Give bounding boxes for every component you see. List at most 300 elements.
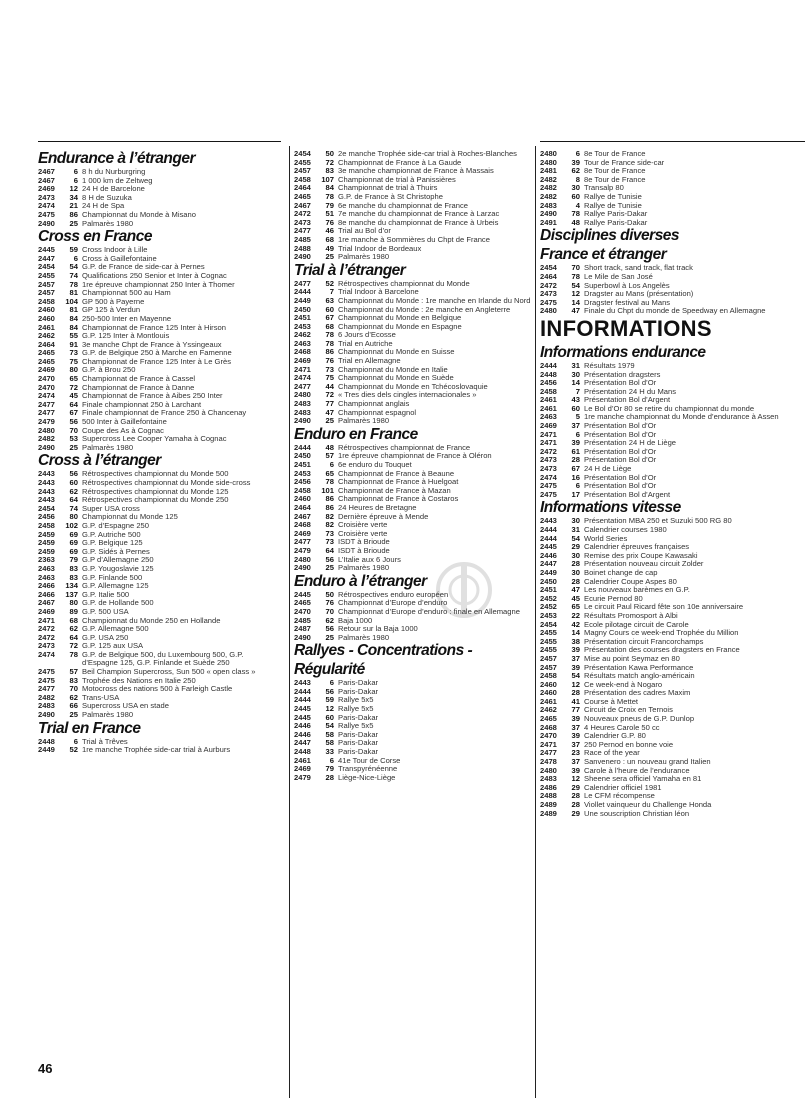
issue-number: 2444 [294,287,311,297]
index-section [294,642,532,782]
entry-title: Présentation des cadres Maxim [584,688,691,698]
page-reference: 76 [325,598,334,608]
index-entry [540,219,780,228]
page-reference: 7 [575,386,580,396]
issue-number: 2467 [294,200,311,210]
page-reference: 86 [69,209,78,219]
issue-number: 2490 [294,252,311,262]
page-reference: 60 [571,191,580,201]
entry-title: Présentation Kawa Performance [584,662,694,672]
entry-title: Championnat du Monde 250 en Hollande [82,615,221,625]
page-reference: 17 [571,489,580,499]
page-reference: 25 [325,252,334,262]
entry-title: Le circuit Paul Ricard fête son 10e anniversaire [584,602,744,612]
entry-title: G.P. Allemagne 500 [82,624,149,634]
issue-number: 2465 [294,598,311,608]
entry-title: Championnat du Monde : 1re manche en Irlande du Nord [338,295,531,305]
issue-number: 2466 [38,589,55,599]
entry-title: Calendrier courses 1980 [584,525,667,534]
entry-title: 2e manche Trophée side-car trial à Roches-Blanches [338,149,517,158]
page-reference: 70 [69,684,78,694]
entry-title: Dernière épreuve à Mende [338,511,429,521]
page-reference: 69 [69,529,78,539]
issue-number: 2475 [540,297,557,307]
issue-number: 2459 [38,529,55,539]
issue-number: 2488 [294,243,311,253]
page-reference: 44 [325,381,334,391]
entry-title: 250 Pernod en bonne voie [584,739,674,749]
issue-number: 2464 [540,271,557,281]
issue-number: 2490 [294,563,311,573]
issue-number: 2490 [540,209,557,219]
issue-number: 2463 [38,563,55,573]
entry-title: Rétrospectives championnat du Monde [338,278,470,288]
issue-number: 2450 [294,304,311,314]
issue-number: 2458 [294,485,311,495]
index-entry [38,711,281,720]
issue-number: 2458 [38,296,55,306]
page-reference: 134 [65,581,78,591]
page-reference: 25 [69,710,78,720]
entry-title: Supercross USA en stade [82,701,169,711]
entry-title: Palmarès 1980 [338,416,390,426]
issue-number: 2463 [38,572,55,582]
issue-number: 2451 [294,460,311,469]
issue-number: 2460 [38,305,55,315]
issue-number: 2444 [294,695,311,705]
issue-number: 2461 [294,755,311,765]
issue-number: 2457 [294,166,311,176]
issue-number: 2489 [540,800,557,809]
issue-number: 2448 [294,747,311,757]
issue-number: 2445 [294,712,311,722]
issue-number: 2444 [294,686,311,696]
issue-number: 2465 [38,348,55,358]
page-reference: 66 [69,701,78,711]
page-reference: 39 [571,438,580,448]
entry-title: Carole à l’heure de l’endurance [584,765,690,775]
issue-number: 2444 [540,360,557,370]
entry-title: GP 500 à Payerne [82,296,145,306]
issue-number: 2486 [540,782,557,792]
index-section [540,150,780,227]
page-reference: 80 [69,598,78,608]
page-reference: 52 [325,278,334,288]
index-section [38,720,281,755]
entry-title: 8 h du Nurburgring [82,167,146,176]
page-reference: 45 [69,391,78,401]
issue-number: 2363 [38,555,55,565]
issue-number: 2454 [38,503,55,513]
entry-title: Championnat de France 125 Inter à Hirson [82,322,226,332]
issue-number: 2458 [294,174,311,184]
entry-title: Rétrospectives championnat du Monde 250 [82,495,229,505]
page-reference: 80 [69,512,78,522]
issue-number: 2466 [38,581,55,591]
page-reference: 25 [325,563,334,573]
entry-title: Championnat de France à Danne [82,382,195,392]
page-reference: 28 [571,576,580,586]
entry-title: World Series [584,533,628,543]
issue-number: 2444 [294,442,311,452]
page-reference: 41 [571,696,580,706]
issue-number: 2471 [38,615,55,625]
entry-title: 8 H de Suzuka [82,192,132,202]
page-reference: 8 [575,174,580,184]
issue-number: 2454 [294,149,311,158]
issue-number: 2471 [540,429,557,439]
issue-number: 2453 [540,610,557,620]
page-reference: 55 [69,331,78,341]
page-reference: 54 [571,280,580,290]
entry-title: Championnat d’Europe d’enduro [338,598,448,608]
issue-number: 2475 [38,675,55,685]
page-reference: 80 [69,365,78,375]
issue-number: 2474 [540,472,557,482]
page-reference: 39 [571,662,580,672]
page-reference: 78 [325,191,334,201]
page-reference: 72 [325,157,334,167]
issue-number: 2470 [38,382,55,392]
issue-number: 2468 [540,722,557,732]
page-reference: 77 [571,705,580,715]
page-reference: 67 [325,313,334,323]
entry-title: Rallye 5x5 [338,695,374,705]
entry-title: Championnat du Monde en Espagne [338,321,462,331]
issue-number: 2445 [38,245,55,255]
page-reference: 68 [69,615,78,625]
issue-number: 2477 [294,278,311,288]
page-reference: 78 [571,209,580,219]
page-reference: 78 [325,338,334,348]
issue-number: 2477 [294,537,311,547]
issue-number: 2462 [294,330,311,340]
issue-number: 2471 [540,438,557,448]
entry-title: L’Italie aux 6 Jours [338,554,401,564]
entry-title: G.P. 125 aux USA [82,641,144,651]
entry-title: Trial Indoor à Barcelone [338,287,419,297]
entry-title: G.P. Yougoslavie 125 [82,563,154,573]
issue-number: 2446 [294,721,311,731]
index-entry [38,651,281,668]
page-reference: 76 [325,217,334,227]
issue-number: 2482 [540,183,557,193]
entry-title: Championnat de France à Huelgoat [338,477,459,487]
entry-title: Cross Indoor à Lille [82,245,148,255]
section-heading: Rallyes - Concentrations - [294,642,473,660]
index-entry [540,491,780,500]
page-reference: 37 [571,421,580,431]
page-reference: 39 [571,157,580,167]
page-reference: 12 [571,289,580,299]
issue-number: 2458 [38,520,55,530]
entry-title: « Tres dies dels cingles internacionales » [338,390,477,400]
entry-title: Championnat 500 au Ham [82,288,171,298]
entry-title: Championnat espagnol [338,407,417,417]
entry-title: Rallye 5x5 [338,704,374,714]
issue-number: 2454 [38,262,55,272]
entry-title: Calendrier Coupe Aspes 80 [584,576,677,586]
entry-title: 1 000 km de Zeltweg [82,175,153,185]
entry-title: Ecole pilotage circuit de Carole [584,619,689,629]
issue-number: 2472 [38,632,55,642]
page-reference: 86 [325,494,334,504]
issue-number: 2455 [540,628,557,638]
issue-number: 2482 [540,174,557,184]
index-section [294,573,532,643]
page-reference: 37 [571,722,580,732]
entry-title: Short track, sand track, flat track [584,263,693,273]
page-reference: 78 [571,271,580,281]
issue-number: 2449 [38,745,55,755]
entry-title: Présentation Bol d’Or [584,429,657,439]
issue-number: 2449 [294,295,311,305]
entry-title: Résultats match anglo-américain [584,671,695,681]
page-reference: 65 [69,374,78,384]
entry-title: Croisière verte [338,528,388,538]
page-reference: 28 [571,800,580,809]
entry-title: 1re manche championnat du Monde d’endurance à Assen [584,412,779,422]
issue-number: 2471 [294,364,311,374]
issue-number: 2463 [540,412,557,422]
issue-number: 2475 [540,489,557,499]
page-reference: 74 [69,503,78,513]
issue-number: 2487 [294,624,311,634]
issue-number: 2462 [540,705,557,715]
entry-title: Superbowl à Los Angelès [584,280,670,290]
issue-number: 2468 [294,520,311,530]
entry-title: Championnat de trial à Panissières [338,174,456,184]
page-reference: 50 [325,589,334,599]
issue-number: 2475 [38,667,55,677]
page-reference: 56 [325,554,334,564]
page-reference: 37 [571,739,580,749]
entry-title: 3e manche Chpt de France à Yssingeaux [82,339,222,349]
entry-title: 8e Tour de France [584,174,646,184]
issue-number: 2448 [38,736,55,746]
page-reference: 28 [571,455,580,465]
entry-title: GP 125 à Verdun [82,305,141,315]
entry-title: Paris-Dakar [338,729,379,739]
index-entry [38,444,281,453]
issue-number: 2483 [540,774,557,784]
entry-title: Transalp 80 [584,183,624,193]
entry-title: Trophée des Nations en Italie 250 [82,675,196,685]
index-section [38,228,281,452]
section-banner: INFORMATIONS [540,315,712,341]
section-heading: Informations endurance [540,343,706,361]
page-reference: 82 [325,520,334,530]
page-reference: 74 [69,270,78,280]
issue-number: 2443 [38,478,55,487]
page-reference: 56 [69,469,78,479]
issue-number: 2470 [38,374,55,384]
entry-title: Rallye Paris-Dakar [584,217,648,227]
issue-number: 2461 [540,395,557,405]
issue-number: 2469 [294,764,311,774]
page-reference: 57 [69,667,78,677]
column-divider [289,146,290,1098]
page-reference: 68 [325,234,334,244]
entry-title: Palmarès 1980 [82,710,134,720]
entry-title: Présentation dragsters [584,369,661,379]
page-reference: 54 [571,671,580,681]
page-reference: 30 [571,183,580,193]
section-heading: Enduro à l’étranger [294,572,427,590]
entry-title: G.P. de Belgique 250 à Marche en Famenne [82,348,232,358]
page-reference: 61 [571,446,580,456]
entry-title: Rallye de Tunisie [584,191,642,201]
index-section [294,262,532,426]
entry-title: Championnat du Monde 125 [82,512,178,522]
entry-title: Championnat de France à Aibes 250 Inter [82,391,223,401]
page-reference: 54 [571,533,580,543]
page-reference: 65 [571,602,580,612]
page-reference: 43 [571,395,580,405]
page-reference: 6 [73,736,78,746]
issue-number: 2473 [294,217,311,227]
page-reference: 5 [575,412,580,422]
entry-title: 41e Tour de Corse [338,755,401,765]
issue-number: 2473 [540,289,557,299]
page-reference: 30 [571,369,580,379]
issue-number: 2485 [294,615,311,625]
entry-title: Rétrospectives championnat du Monde side-cross [82,478,251,487]
entry-title: Motocross des nations 500 à Farleigh Castle [82,684,233,694]
page-number: 46 [38,1061,53,1076]
index-section [540,227,780,316]
page-reference: 73 [325,364,334,374]
index-entry [294,634,532,643]
entry-title: Championnat de France à Beaune [338,468,455,478]
section-heading: Trial en France [38,719,141,737]
entry-title: G.P. Finlande 500 [82,572,143,582]
issue-number: 2472 [38,624,55,634]
entry-title: Finale championnat 250 à Larchant [82,399,202,409]
issue-number: 2483 [294,407,311,417]
issue-number: 2475 [540,481,557,491]
issue-number: 2474 [38,391,55,401]
issue-number: 2480 [540,157,557,167]
entry-title: G.P d’Allemagne 250 [82,555,154,565]
entry-title: Le Bol d’Or 80 se retire du championnat du monde [584,403,755,413]
entry-title: Dragster festival au Mans [584,297,671,307]
entry-title: G.P. de Belgique 500, du Luxembourg 500, G.P. d’Espagne 125, G.P. Finlande et Suède 250 [82,649,244,668]
page-reference: 83 [69,563,78,573]
page-reference: 12 [69,184,78,194]
page-reference: 107 [321,174,334,184]
issue-number: 2472 [540,280,557,290]
entry-title: 24 H de Liège [584,464,632,474]
entry-title: Trial Indoor de Bordeaux [338,243,422,253]
issue-number: 2447 [540,559,557,569]
entry-title: Championnat de France à La Gaude [338,157,462,167]
entry-title: Magny Cours ce week-end Trophée du Million [584,628,739,638]
page-reference: 38 [571,636,580,646]
page-reference: 29 [571,782,580,792]
index-entry [540,810,780,819]
issue-number: 2490 [294,632,311,642]
page-reference: 6 [329,755,334,765]
page-reference: 14 [571,378,580,388]
entry-title: Retour sur la Baja 1000 [338,624,418,634]
page-reference: 48 [325,442,334,452]
page-reference: 28 [571,559,580,569]
page-reference: 31 [571,525,580,534]
page-reference: 72 [69,382,78,392]
issue-number: 2488 [540,791,557,801]
entry-title: Rallye Paris-Dakar [584,209,648,219]
entry-title: 1re épreuve championnat 250 Inter à Thomer [82,279,235,289]
index-section [540,499,780,818]
entry-title: G.P. Allemagne 125 [82,581,149,591]
page-reference: 23 [571,748,580,758]
issue-number: 2469 [294,528,311,538]
issue-number: 2443 [294,678,311,688]
issue-number: 2455 [38,270,55,280]
entry-title: Paris-Dakar [338,678,379,688]
issue-number: 2479 [38,417,55,427]
page-reference: 42 [571,619,580,629]
page-reference: 69 [69,538,78,548]
entry-title: Super USA cross [82,503,140,513]
entry-title: 8e Tour de France [584,166,646,176]
page-reference: 7 [329,287,334,297]
entry-title: G.P. Sidés à Pernes [82,546,150,556]
page-reference: 76 [325,356,334,366]
issue-number: 2454 [540,619,557,629]
page-reference: 78 [69,649,78,659]
entry-title: Le Mile de San José [584,271,653,281]
issue-number: 2469 [294,356,311,366]
entry-title: Présentation Bol d’Argent [584,395,671,405]
issue-number: 2453 [294,468,311,478]
page-reference: 72 [69,641,78,651]
page-reference: 83 [69,675,78,685]
issue-number: 2460 [540,679,557,689]
entry-title: Transpyrénéenne [338,764,398,774]
entry-title: 24 H de Spa [82,201,125,211]
issue-number: 2464 [294,183,311,193]
page-reference: 58 [325,738,334,748]
page-reference: 104 [65,296,78,306]
page-reference: 37 [571,757,580,767]
issue-number: 2467 [38,598,55,608]
index-column-3 [540,150,780,818]
page-reference: 54 [69,262,78,272]
entry-title: Beil Champion Supercross, Sun 500 « open class » [82,667,256,677]
page-reference: 86 [325,347,334,357]
entry-title: Championnat du Monde en Suisse [338,347,455,357]
page-reference: 30 [571,516,580,526]
entry-title: Palmarès 1980 [82,442,134,452]
section-heading: France et étranger [540,246,667,264]
index-entry [294,417,532,426]
issue-number: 2469 [540,421,557,431]
issue-number: 2454 [540,263,557,273]
page-reference: 72 [325,390,334,400]
issue-number: 2483 [38,701,55,711]
section-heading: Trial à l’étranger [294,261,406,279]
page-reference: 83 [69,572,78,582]
entry-title: Une souscription Christian léon [584,808,690,818]
issue-number: 2446 [540,550,557,560]
entry-title: G.P. USA 250 [82,632,129,642]
issue-number: 2482 [38,434,55,444]
page-reference: 70 [325,606,334,616]
entry-title: 8e Tour de France [584,149,646,158]
entry-title: Présentation 24 H du Mans [584,386,677,396]
